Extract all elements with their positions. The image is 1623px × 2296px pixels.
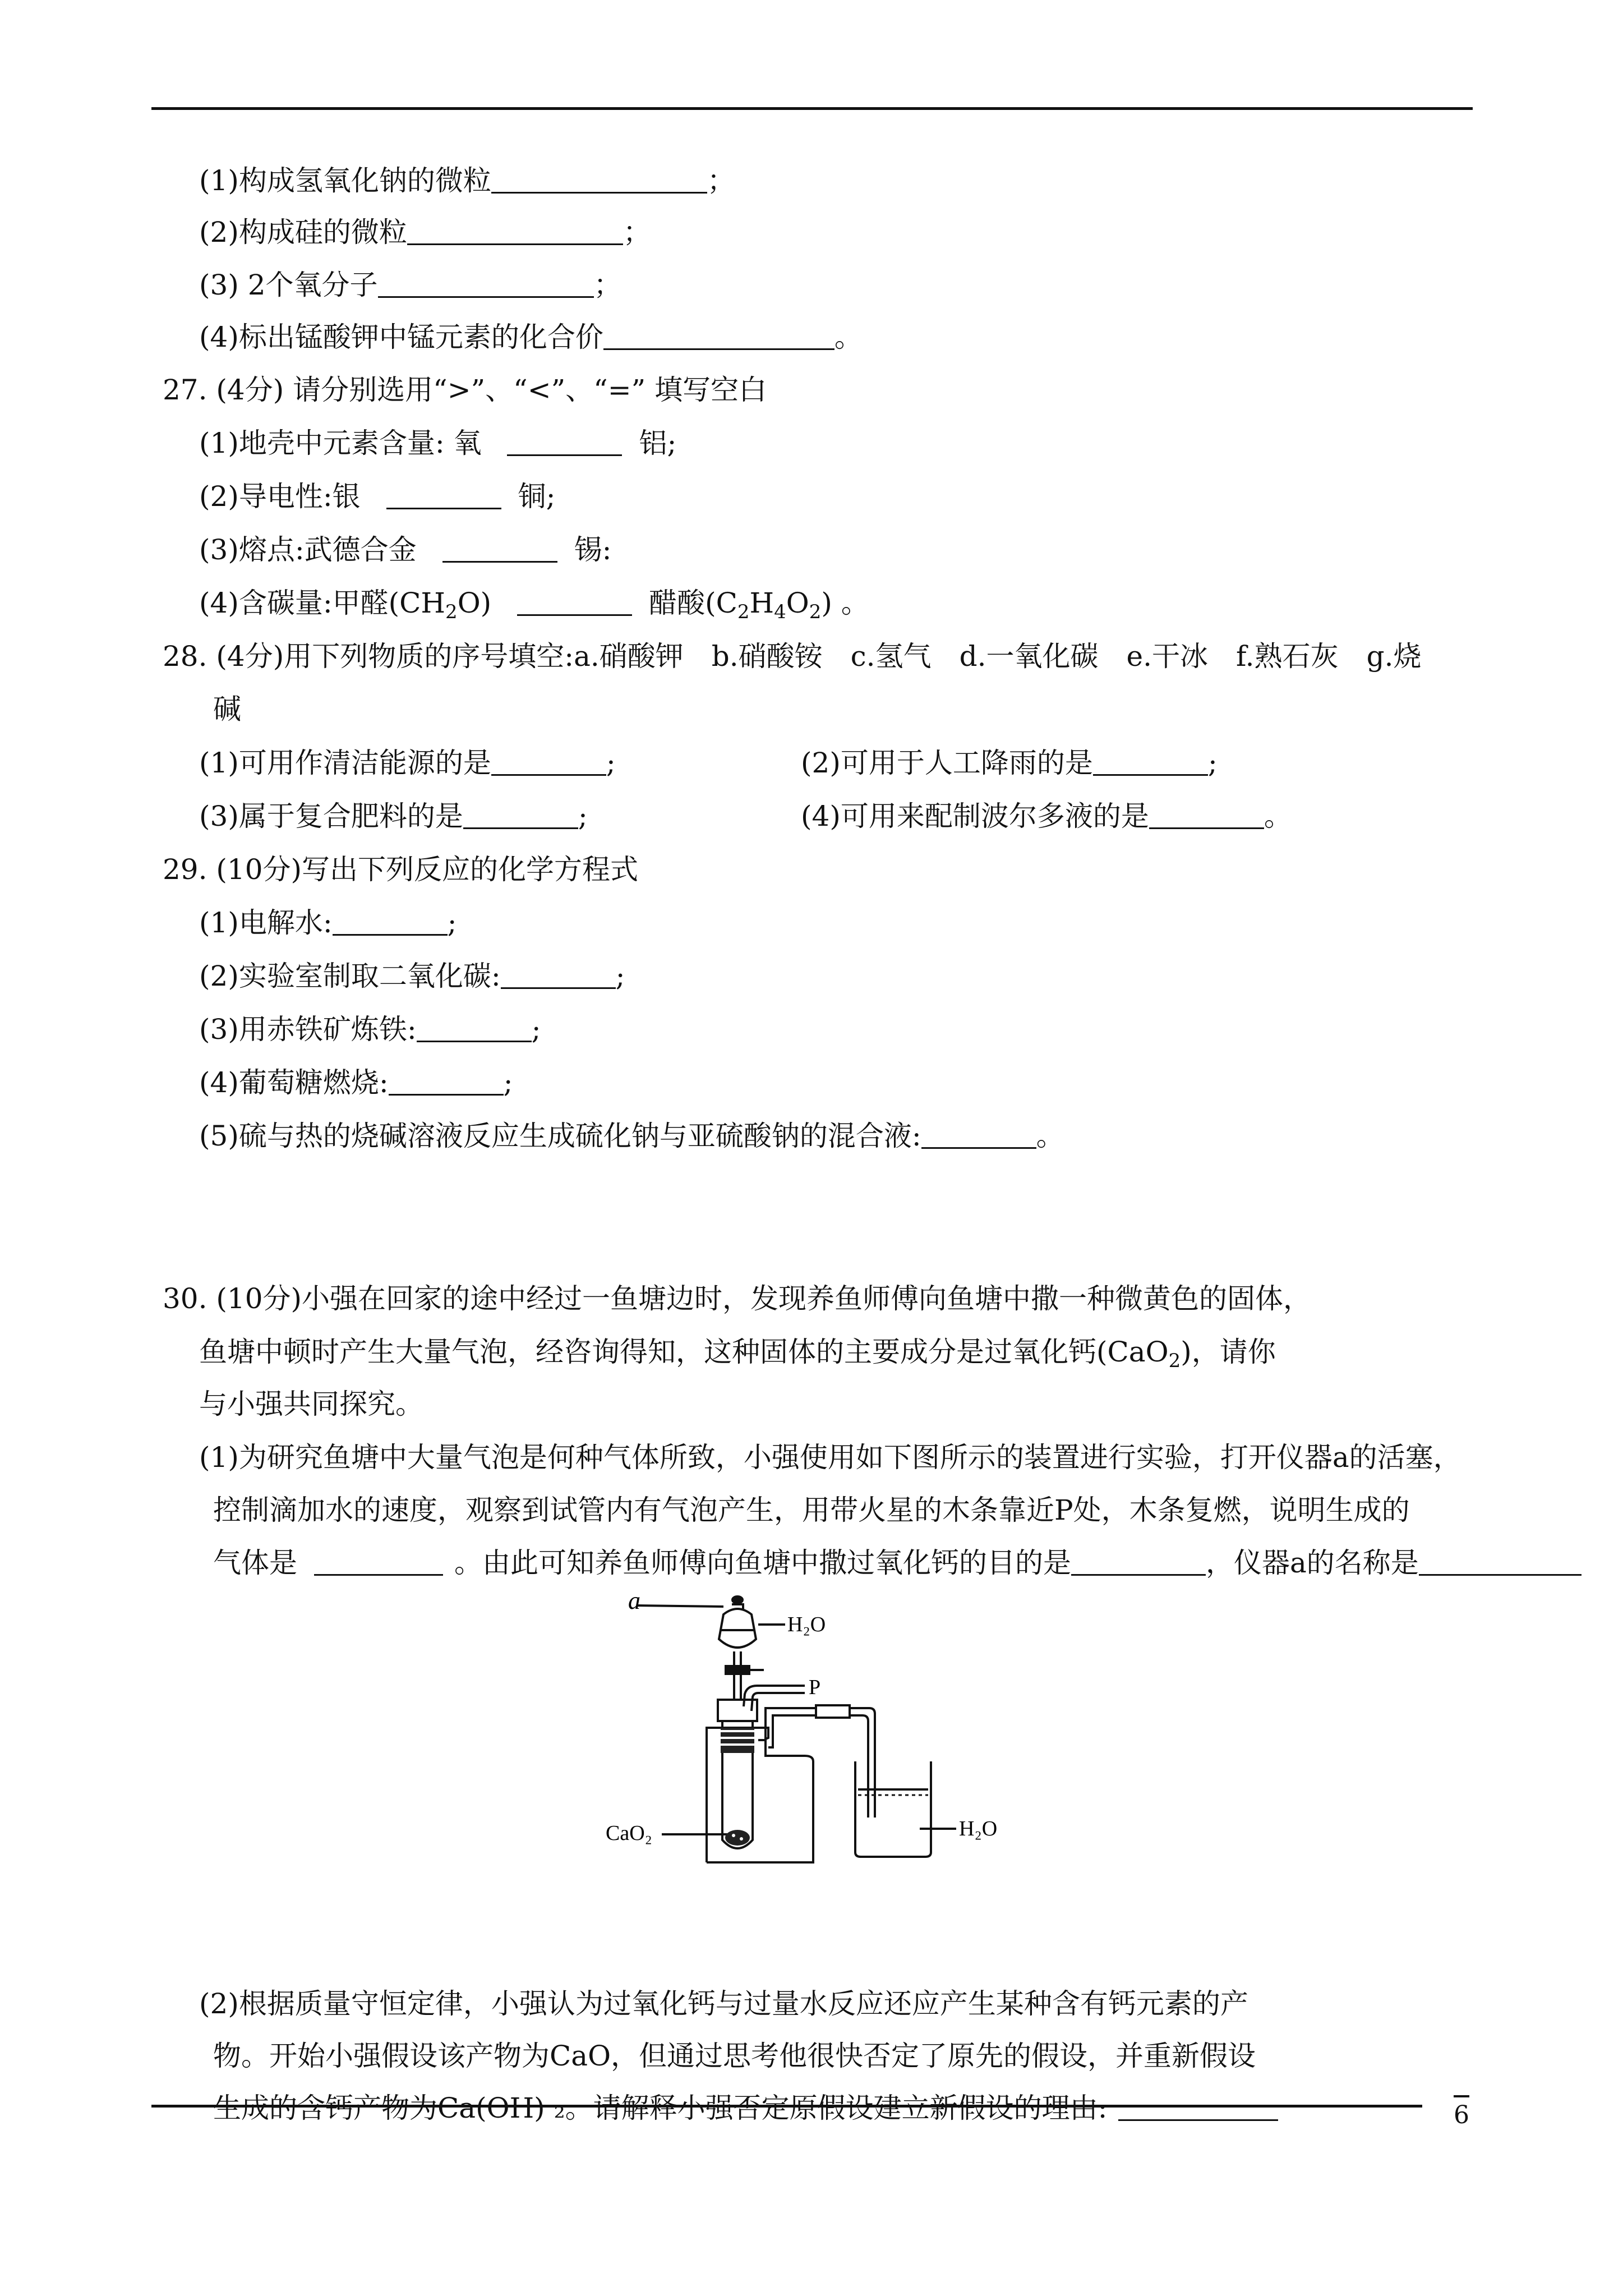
answer-blank[interactable] bbox=[389, 1069, 504, 1096]
q26-item-4: (4)标出锰酸钾中锰元素的化合价 。 bbox=[199, 321, 863, 353]
q28-item-2: (2)可用于人工降雨的是 ; bbox=[801, 747, 1218, 779]
q30-sub1-line-1: (1)为研究鱼塘中大量气泡是何种气体所致，小强使用如下图所示的装置进行实验，打开仪器a的活塞， bbox=[199, 1441, 1461, 1474]
top-rule bbox=[151, 107, 1473, 110]
q27-title: 27. (4分) 请分别选用“>”、“<”、“=” 填写空白 bbox=[163, 374, 767, 406]
answer-blank[interactable] bbox=[603, 324, 834, 350]
q27-item-1: (1)地壳中元素含量: 氧 铝; bbox=[199, 427, 677, 459]
answer-blank[interactable] bbox=[491, 749, 606, 776]
answer-blank[interactable] bbox=[501, 963, 616, 989]
page-number: 6 bbox=[1454, 2101, 1469, 2129]
answer-blank[interactable] bbox=[463, 803, 578, 829]
answer-blank[interactable] bbox=[507, 430, 622, 456]
q29-item-3: (3)用赤铁矿炼铁: ; bbox=[199, 1013, 541, 1046]
answer-blank[interactable] bbox=[442, 536, 557, 563]
answer-blank[interactable] bbox=[1071, 1549, 1206, 1576]
q26-item-3: (3) 2个氧分子 ； bbox=[199, 269, 622, 301]
answer-blank[interactable] bbox=[1093, 749, 1208, 776]
answer-blank[interactable] bbox=[407, 219, 623, 245]
answer-blank[interactable] bbox=[491, 167, 707, 194]
q30-sub2-line-1: (2)根据质量守恒定律，小强认为过氧化钙与过量水反应还应产生某种含有钙元素的产 bbox=[199, 1987, 1248, 2020]
label-h2o-top: H₂O bbox=[787, 1613, 826, 1636]
answer-blank[interactable] bbox=[1419, 1549, 1581, 1576]
q28-item-3: (3)属于复合肥料的是 ; bbox=[199, 800, 588, 832]
q29-item-1: (1)电解水: ; bbox=[199, 907, 457, 939]
label-cao2: CaO₂ bbox=[606, 1821, 652, 1845]
answer-blank[interactable] bbox=[1149, 803, 1264, 829]
q28-title-cont: 碱 bbox=[213, 693, 241, 725]
answer-blank[interactable] bbox=[378, 272, 594, 298]
q30-intro-line-1: 30. (10分)小强在回家的途中经过一鱼塘边时，发现养鱼师傅向鱼塘中撒一种微黄色的固体， bbox=[163, 1282, 1312, 1315]
q26-item-1: (1)构成氢氧化钠的微粒 ； bbox=[199, 164, 735, 197]
answer-blank[interactable] bbox=[921, 1122, 1036, 1149]
q27-item-2: (2)导电性:银 铜; bbox=[199, 480, 556, 513]
label-h2o-beaker: H₂O bbox=[959, 1817, 998, 1841]
q30-sub2-line-3: 生成的含钙产物为Ca(OH) ₂。请解释小强否定原假设建立新假设的理由: bbox=[213, 2091, 1278, 2125]
bottom-rule bbox=[151, 2105, 1422, 2108]
q29-item-5: (5)硫与热的烧碱溶液反应生成硫化钠与亚硫酸钠的混合液: 。 bbox=[199, 1120, 1064, 1152]
q27-item-3: (3)熔点:武德合金 锡: bbox=[199, 533, 612, 566]
q28-item-1: (1)可用作清洁能源的是 ; bbox=[199, 747, 616, 779]
label-p: P bbox=[809, 1676, 821, 1699]
q30-intro-line-3: 与小强共同探究。 bbox=[199, 1388, 423, 1420]
answer-blank[interactable] bbox=[386, 483, 501, 509]
q30-sub1-line-3: 气体是 。由此可知养鱼师傅向鱼塘中撒过氧化钙的目的是 ，仪器a的名称是 bbox=[213, 1546, 1581, 1580]
answer-blank[interactable] bbox=[417, 1016, 532, 1042]
apparatus-figure bbox=[606, 1587, 998, 1862]
q30-sub2-line-2: 物。开始小强假设该产物为CaO，但通过思考他很快否定了原先的假设，并重新假设 bbox=[213, 2040, 1256, 2072]
answer-blank[interactable] bbox=[1118, 2095, 1278, 2121]
answer-blank[interactable] bbox=[517, 590, 632, 616]
q30-sub1-line-2: 控制滴加水的速度，观察到试管内有气泡产生，用带火星的木条靠近P处，木条复燃，说明生成的 bbox=[213, 1494, 1410, 1526]
q28-item-4: (4)可用来配制波尔多液的是 。 bbox=[801, 800, 1292, 832]
q30-intro-line-2: 鱼塘中顿时产生大量气泡，经咨询得知，这种固体的主要成分是过氧化钙(CaO$_2$)，请你 bbox=[199, 1336, 1276, 1372]
q29-title: 29. (10分)写出下列反应的化学方程式 bbox=[163, 853, 639, 886]
q26-item-2: (2)构成硅的微粒 ； bbox=[199, 216, 651, 249]
page-number-mark bbox=[1454, 2095, 1469, 2097]
q29-item-4: (4)葡萄糖燃烧: ; bbox=[199, 1066, 513, 1099]
label-a: a bbox=[628, 1587, 640, 1614]
answer-blank[interactable] bbox=[333, 909, 448, 936]
q28-title: 28. (4分)用下列物质的序号填空:a.硝酸钾 b.硝酸铵 c.氢气 d.一氧化碳 e.干冰 f.熟石灰 g.烧 bbox=[163, 640, 1422, 673]
q29-item-2: (2)实验室制取二氧化碳: ; bbox=[199, 960, 625, 992]
q27-item-4: (4)含碳量:甲醛$(CH_2O)$ 醋酸$(C_2H_4O_2)$ 。 bbox=[199, 587, 869, 623]
answer-blank[interactable] bbox=[314, 1549, 443, 1576]
